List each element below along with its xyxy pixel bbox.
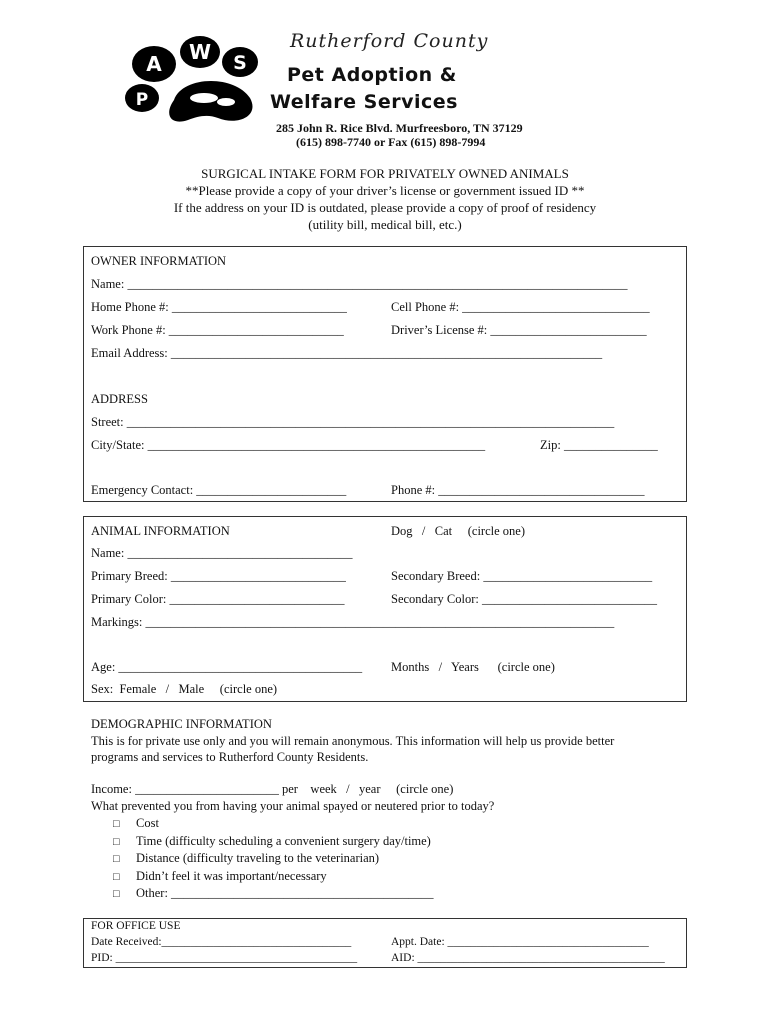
- id-instruction: **Please provide a copy of your driver’s license or government issued ID **: [185, 183, 585, 198]
- age-unit-choice[interactable]: Months / Years (circle one): [391, 660, 555, 674]
- address-line1: 285 John R. Rice Blvd. Murfreesboro, TN 37129: [276, 121, 523, 135]
- logo-letter-p: P: [135, 90, 149, 110]
- drivers-license-field[interactable]: Driver’s License #: _________________________: [391, 323, 647, 337]
- primary-color-field[interactable]: Primary Color: ____________________________: [91, 592, 345, 606]
- primary-breed-field[interactable]: Primary Breed: ____________________________: [91, 569, 346, 583]
- appt-date-field[interactable]: Appt. Date: ___________________________________: [391, 936, 649, 948]
- animal-heading: ANIMAL INFORMATION: [91, 524, 230, 538]
- org-name-line1: Pet Adoption &: [287, 64, 457, 86]
- street-field[interactable]: Street: ______________________________________________________________________________: [91, 415, 615, 429]
- option-cost-label: Cost: [136, 816, 159, 830]
- aid-field[interactable]: AID: ___________________________________________: [391, 952, 665, 964]
- zip-field[interactable]: Zip: _______________: [540, 438, 658, 452]
- logo-letter-s: S: [233, 52, 247, 74]
- org-name-line2: Welfare Services: [270, 91, 458, 113]
- county-name: Rutherford County: [290, 30, 489, 52]
- address-line2: (615) 898-7740 or Fax (615) 898-7994: [296, 135, 486, 149]
- species-choice[interactable]: Dog / Cat (circle one): [391, 524, 525, 538]
- home-phone-field[interactable]: Home Phone #: ____________________________: [91, 300, 347, 314]
- sex-choice[interactable]: Sex: Female / Male (circle one): [91, 682, 278, 696]
- office-use-heading: FOR OFFICE USE: [91, 920, 181, 932]
- logo-letter-a: A: [146, 52, 162, 76]
- emergency-contact-field[interactable]: Emergency Contact: ________________________: [91, 483, 347, 497]
- awps-paw-logo: [122, 36, 272, 126]
- age-field[interactable]: Age: _______________________________________: [91, 660, 363, 674]
- option-distance-label: Distance (difficulty traveling to the veterinarian): [136, 851, 380, 865]
- markings-field[interactable]: Markings: ___________________________________________________________________________: [91, 615, 615, 629]
- demographic-description-2: programs and services to Rutherford County Residents.: [91, 750, 369, 764]
- checkbox-other[interactable]: □: [113, 888, 120, 900]
- residency-instruction: If the address on your ID is outdated, please provide a copy of proof of residency: [173, 200, 597, 215]
- demographic-heading: DEMOGRAPHIC INFORMATION: [91, 717, 272, 731]
- pid-field[interactable]: PID: __________________________________________: [91, 952, 358, 964]
- option-not-necessary-label: Didn’t feel it was important/necessary: [136, 869, 327, 883]
- owner-name-field[interactable]: Name: ________________________________________________________________________________: [91, 277, 628, 291]
- emergency-phone-field[interactable]: Phone #: _________________________________: [391, 483, 645, 497]
- income-field[interactable]: Income: _______________________ per week / year (circle one): [91, 782, 454, 796]
- city-state-field[interactable]: City/State: ______________________________________________________: [91, 438, 486, 452]
- date-received-field[interactable]: Date Received:_________________________________: [91, 936, 352, 948]
- checkbox-time[interactable]: □: [113, 836, 120, 848]
- work-phone-field[interactable]: Work Phone #: ____________________________: [91, 323, 344, 337]
- option-other-field[interactable]: Other: __________________________________________: [136, 886, 434, 900]
- secondary-breed-field[interactable]: Secondary Breed: ___________________________: [391, 569, 653, 583]
- form-title: SURGICAL INTAKE FORM FOR PRIVATELY OWNED ANIMALS: [201, 166, 569, 181]
- address-heading: ADDRESS: [91, 392, 148, 406]
- demographic-description-1: This is for private use only and you will remain anonymous. This information will help us provide better: [91, 734, 615, 748]
- option-time-label: Time (difficulty scheduling a convenient surgery day/time): [136, 834, 431, 848]
- logo-letter-w: W: [188, 40, 212, 64]
- spay-neuter-question: What prevented you from having your animal spayed or neutered prior to today?: [91, 799, 495, 813]
- checkbox-distance[interactable]: □: [113, 853, 120, 865]
- secondary-color-field[interactable]: Secondary Color: ____________________________: [391, 592, 657, 606]
- checkbox-cost[interactable]: □: [113, 818, 120, 830]
- owner-heading: OWNER INFORMATION: [91, 254, 227, 268]
- cell-phone-field[interactable]: Cell Phone #: ______________________________: [391, 300, 650, 314]
- animal-name-field[interactable]: Name: ____________________________________: [91, 546, 353, 560]
- checkbox-not-necessary[interactable]: □: [113, 871, 120, 883]
- residency-examples: (utility bill, medical bill, etc.): [308, 217, 462, 232]
- email-field[interactable]: Email Address: _____________________________________________________________________: [91, 346, 603, 360]
